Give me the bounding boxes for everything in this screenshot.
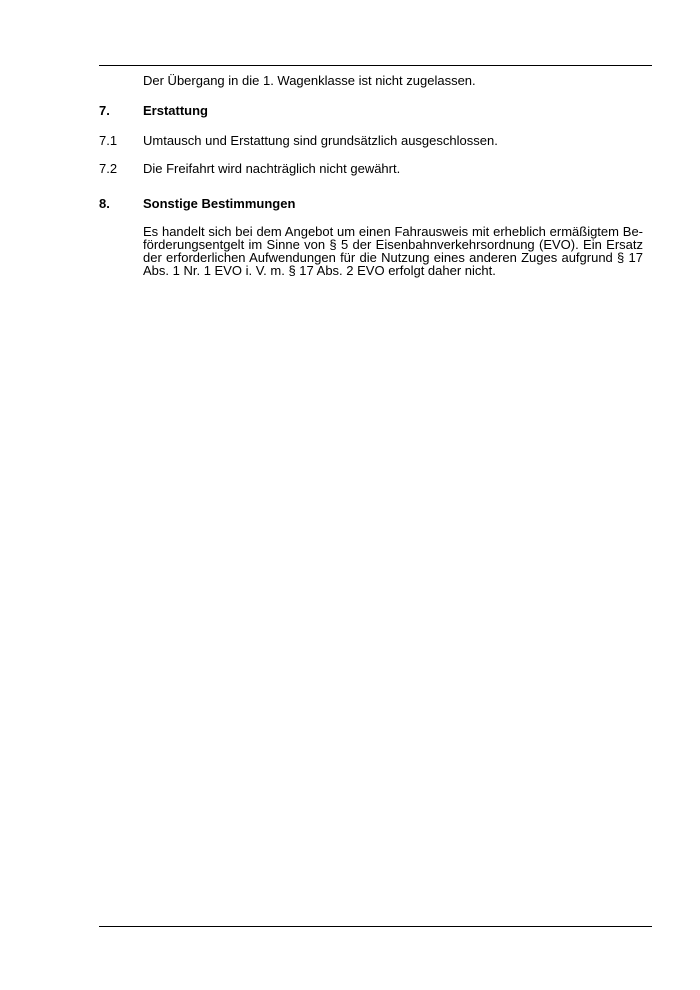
paragraph-line: der erforderlichen Aufwendungen für die Nutzung eines anderen Zuges aufgrund § 17: [143, 250, 643, 265]
section-8-number: 8.: [99, 196, 110, 211]
intro-line: Der Übergang in die 1. Wagenklasse ist nicht zugelassen.: [143, 73, 476, 88]
item-7-1-number: 7.1: [99, 133, 118, 148]
item-7-2-text: Die Freifahrt wird nachträglich nicht gewährt.: [143, 161, 401, 176]
section-7-title: Erstattung: [143, 103, 208, 118]
paragraph-line: förderungsentgelt im Sinne von § 5 der Eisenbahnverkehrsordnung (EVO). Ein Ersatz: [143, 237, 643, 252]
section-8-title: Sonstige Bestimmungen: [143, 196, 296, 211]
paragraph-line: Es handelt sich bei dem Angebot um einen Fahrausweis mit erheblich ermäßigtem Be-: [143, 224, 643, 239]
header-rule: [99, 65, 652, 66]
section-7-number: 7.: [99, 103, 110, 118]
item-7-1-text: Umtausch und Erstattung sind grundsätzlich ausgeschlossen.: [143, 133, 498, 148]
item-7-2-number: 7.2: [99, 161, 118, 176]
paragraph-line: Abs. 1 Nr. 1 EVO i. V. m. § 17 Abs. 2 EVO erfolgt daher nicht.: [143, 263, 496, 278]
section-8-paragraph: [143, 225, 643, 277]
footer-rule: [99, 926, 652, 927]
